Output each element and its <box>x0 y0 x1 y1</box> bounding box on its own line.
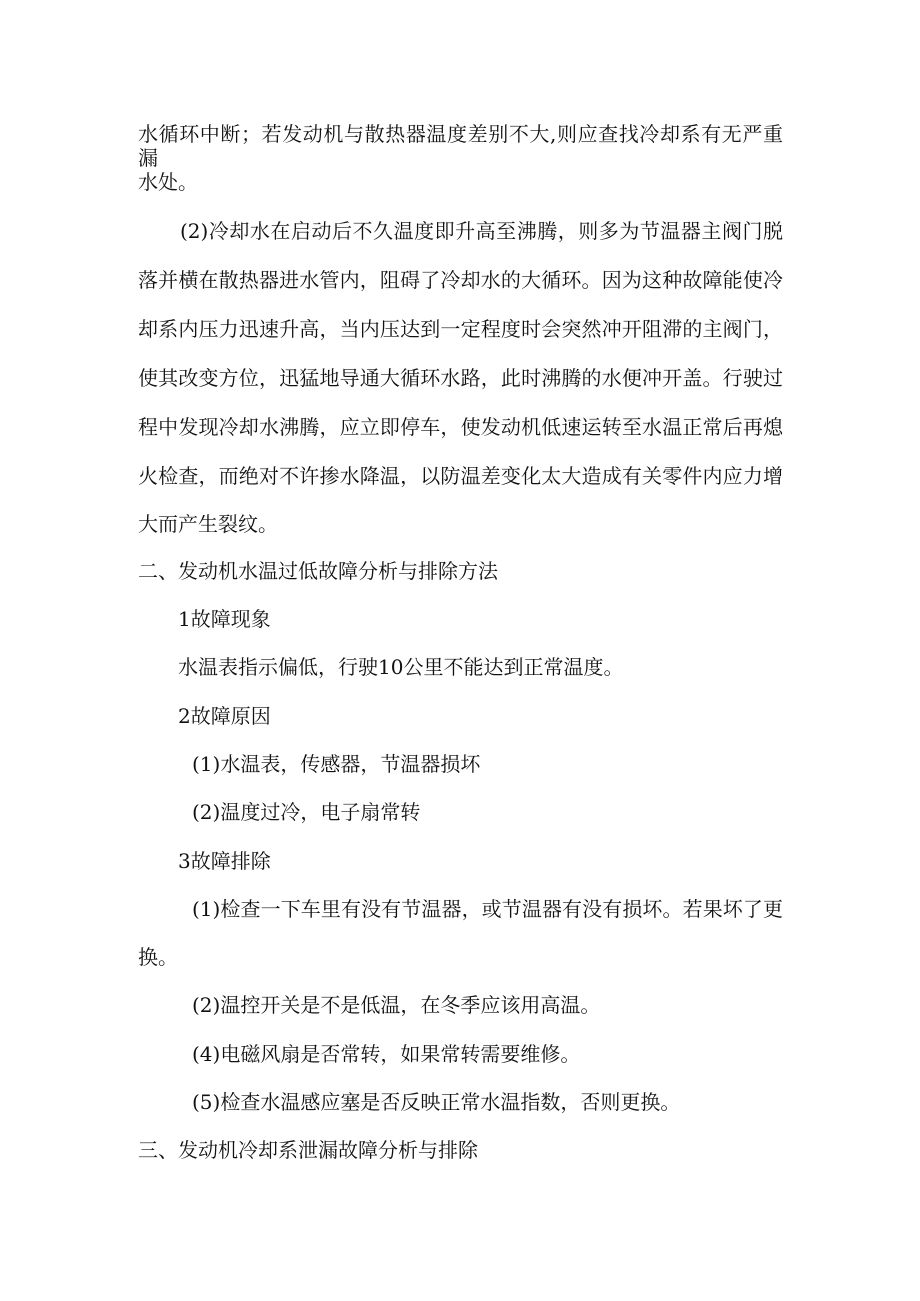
paragraph-line: 程中发现冷却水沸腾，应立即停车，使发动机低速运转至水温正常后再熄 <box>138 415 783 439</box>
paragraph-line: 水温表指示偏低，行驶10公里不能达到正常温度。 <box>178 655 624 679</box>
section-heading: 二、发动机水温过低故障分析与排除方法 <box>138 559 498 583</box>
subsection-title: 3故障排除 <box>178 849 271 873</box>
paragraph-line: 水循环中断；若发动机与散热器温度差别不大,则应查找冷却系有无严重漏 <box>138 122 783 170</box>
paragraph-line: 落并横在散热器进水管内，阻碍了冷却水的大循环。因为这种故障能使冷 <box>138 268 783 292</box>
list-item: (2)温度过冷，电子扇常转 <box>192 800 421 824</box>
section-heading: 三、发动机冷却系泄漏故障分析与排除 <box>138 1138 478 1162</box>
list-item: (5)检查水温感应塞是否反映正常水温指数，否则更换。 <box>192 1090 681 1114</box>
paragraph-line: 水处。 <box>138 170 198 194</box>
list-item: (4)电磁风扇是否常转，如果常转需要维修。 <box>192 1042 581 1066</box>
paragraph-line: 大而产生裂纹。 <box>138 512 278 536</box>
paragraph-line: 火检查，而绝对不许掺水降温，以防温差变化太大造成有关零件内应力增 <box>138 464 783 488</box>
subsection-title: 2故障原因 <box>178 704 271 728</box>
list-item-continuation: 换。 <box>138 945 178 969</box>
paragraph-line: 却系内压力迅速升高，当内压达到一定程度时会突然冲开阻滞的主阀门， <box>138 317 783 341</box>
paragraph-line: 使其改变方位，迅猛地导通大循环水路，此时沸腾的水便冲开盖。行驶过 <box>138 366 783 390</box>
list-item: (1)检查一下车里有没有节温器，或节温器有没有损坏。若果坏了更 <box>192 897 783 921</box>
subsection-title: 1故障现象 <box>178 607 271 631</box>
paragraph-line: (2)冷却水在启动后不久温度即升高至沸腾，则多为节温器主阀门脱 <box>180 219 783 243</box>
list-item: (2)温控开关是不是低温，在冬季应该用高温。 <box>192 993 601 1017</box>
list-item: (1)水温表，传感器，节温器损坏 <box>192 752 481 776</box>
